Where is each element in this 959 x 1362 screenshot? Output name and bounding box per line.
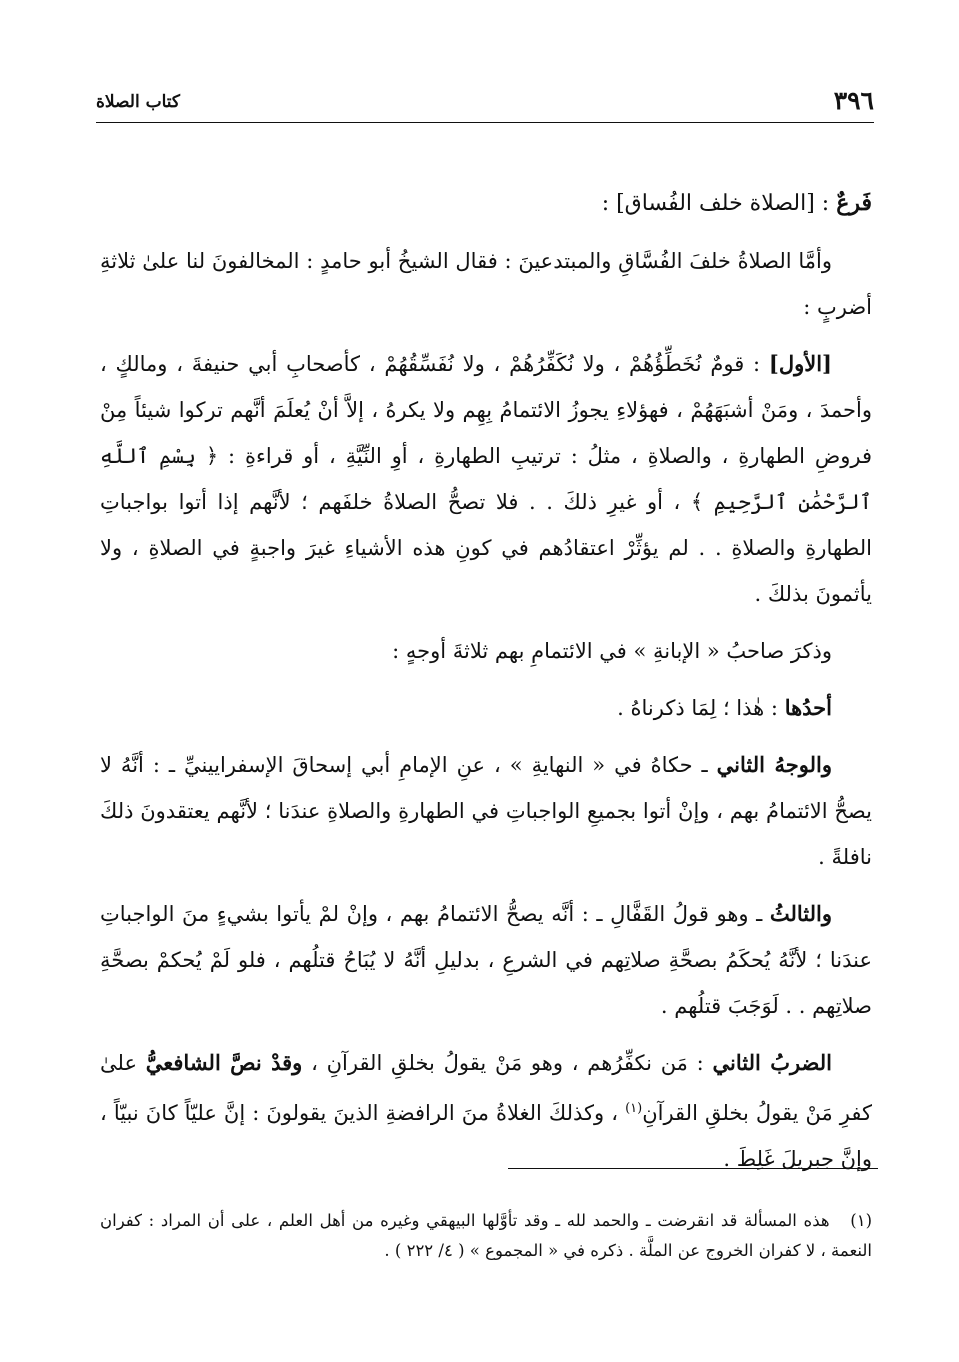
section-label: فَرعٌ: [836, 190, 872, 216]
footnote-ref[interactable]: (١): [625, 1101, 643, 1116]
paragraph-first-type: [100, 341, 872, 617]
section-title: : [الصلاة خلف الفُساق] :: [601, 191, 830, 216]
paragraph-intro: وأمَّا الصلاةُ خلفَ الفُسَّاقِ والمبتدعينَ : فقال الشيخُ أبو حامدٍ : المخالفونَ لنا علىٰ ثلاثةِ أضربٍ :: [100, 249, 872, 319]
first-type-text-a: : قومٌ نُخَطِّؤُهُمْ ، ولا نُكَفِّرُهُمْ ، ولا نُفَسِّقُهُمْ ، كأصحابِ أبي حنيفةَ ، ومالكٍ ، وأحمدَ ، ومَنْ أشبَهَهُمْ ، فهؤلاءِ يجوزُ الائتمامُ بِهِم ولا يكرهُ ، إلاَّ أنْ يُعلَمَ أنَّهم تركوا شيئاً مِنْ فروضِ الطهارةِ ، والصلاةِ ، مثلُ : ترتيبِ الطهارةِ ، أوِ النِّيَّةِ ، أو قراءةِ :: [100, 352, 872, 468]
paragraph-ibana: وذكرَ صاحبُ « الإبانةِ » في الائتمامِ بهم ثلاثةَ أوجهٍ :: [392, 639, 832, 663]
main-text: [100, 180, 872, 1193]
first-type-text-b: ، أو غيرِ ذلكَ . . فلا تصحُّ الصلاةُ خلفَهم ؛ لأنَّهم إذا أتوا بواجباتِ الطهارةِ والصلاةِ . . لم يؤثِّرْ اعتقادُهم في كونِ هذه الأشياءِ غيرَ واجبةٍ في الصلاةِ ، ولا يأثمونَ بذلكَ .: [100, 490, 872, 606]
view-three-label: والثالثُ: [769, 901, 832, 926]
paragraph-view-three: [100, 891, 872, 1029]
running-title: كتاب الصلاة: [96, 92, 181, 112]
first-type-label: [الأول]: [768, 351, 832, 376]
second-type-text-a: : مَن نكفِّرُهم ، وهو مَنْ يقولُ بخلقِ القرآنِ ،: [311, 1051, 704, 1075]
view-one-label: أحدُها: [784, 695, 832, 720]
second-type-text-b: علىٰ كفرِ مَنْ يقولُ بخلقِ القرآنِ: [100, 1051, 872, 1125]
footnote: [100, 1206, 872, 1266]
page-number: ٣٩٦: [833, 86, 874, 115]
second-type-bold: وقدْ نصَّ الشافعيُّ: [145, 1050, 303, 1075]
second-type-label: الضربُ الثاني: [712, 1050, 832, 1075]
paragraph-second-type: [100, 1040, 872, 1182]
view-one-text: : هٰذا ؛ لِمَا ذكرناهُ .: [617, 696, 778, 720]
footnote-text: هذه المسألة قد انقرضت ـ والحمد لله ـ وقد تأوَّلها البيهقي وغيره من أهل العلم ، على أن المراد : كفران النعمة ، لا كفران الخروج عن الملَّة . ذكره في « المجموع » ( ٤/ ٢٢٢ ) .: [100, 1211, 872, 1260]
basmala-quote: ﴿ بِسْمِ ٱللَّهِ ٱلرَّحْمَٰنِ ٱلرَّحِيمِ ﴾: [100, 444, 872, 514]
footnote-number: (١): [850, 1211, 872, 1230]
section-heading: [100, 180, 872, 227]
page-header: [96, 82, 874, 123]
view-two-text: ـ حكاهُ في « النهايةِ » ، عنِ الإمامِ أبي إسحاقَ الإسفرايينيِّ ـ : أنَّهُ لا يصحُّ الائتمامُ بهم ، وإنْ أتوا بجميعِ الواجباتِ في الطهارةِ والصلاةِ عندَنا ؛ لأنَّهم يعتقدونَ ذلكَ نافلةً .: [100, 753, 872, 869]
paragraph-view-two: [100, 742, 872, 880]
view-two-label: والوجهُ الثاني: [716, 752, 833, 777]
view-three-text: ـ وهو قولُ القَفَّالِ ـ : أنَّه يصحُّ الائتمامُ بهم ، وإنْ لمْ يأتوا بشيءٍ منَ الواجباتِ عندَنا ؛ لأنَّهُ يُحكَمُ بصحَّةِ صلاتِهم في الشرعِ ، بدليلِ أنَّهُ لا يُبَاحُ قتلُهم ، فلو لَمْ يُحكمْ بصحَّةِ صلاتِهم . . لَوَجَبَ قتلُهم .: [100, 902, 872, 1018]
paragraph-view-one: [100, 685, 872, 731]
footnote-divider: [508, 1168, 878, 1169]
second-type-text-c: ، وكذلكَ الغلاةُ منَ الرافضةِ الذينَ يقولونَ : إنَّ عليّاً كانَ نبيّاً ، وإنَّ جبريلَ غَلِطَ .: [100, 1101, 872, 1171]
